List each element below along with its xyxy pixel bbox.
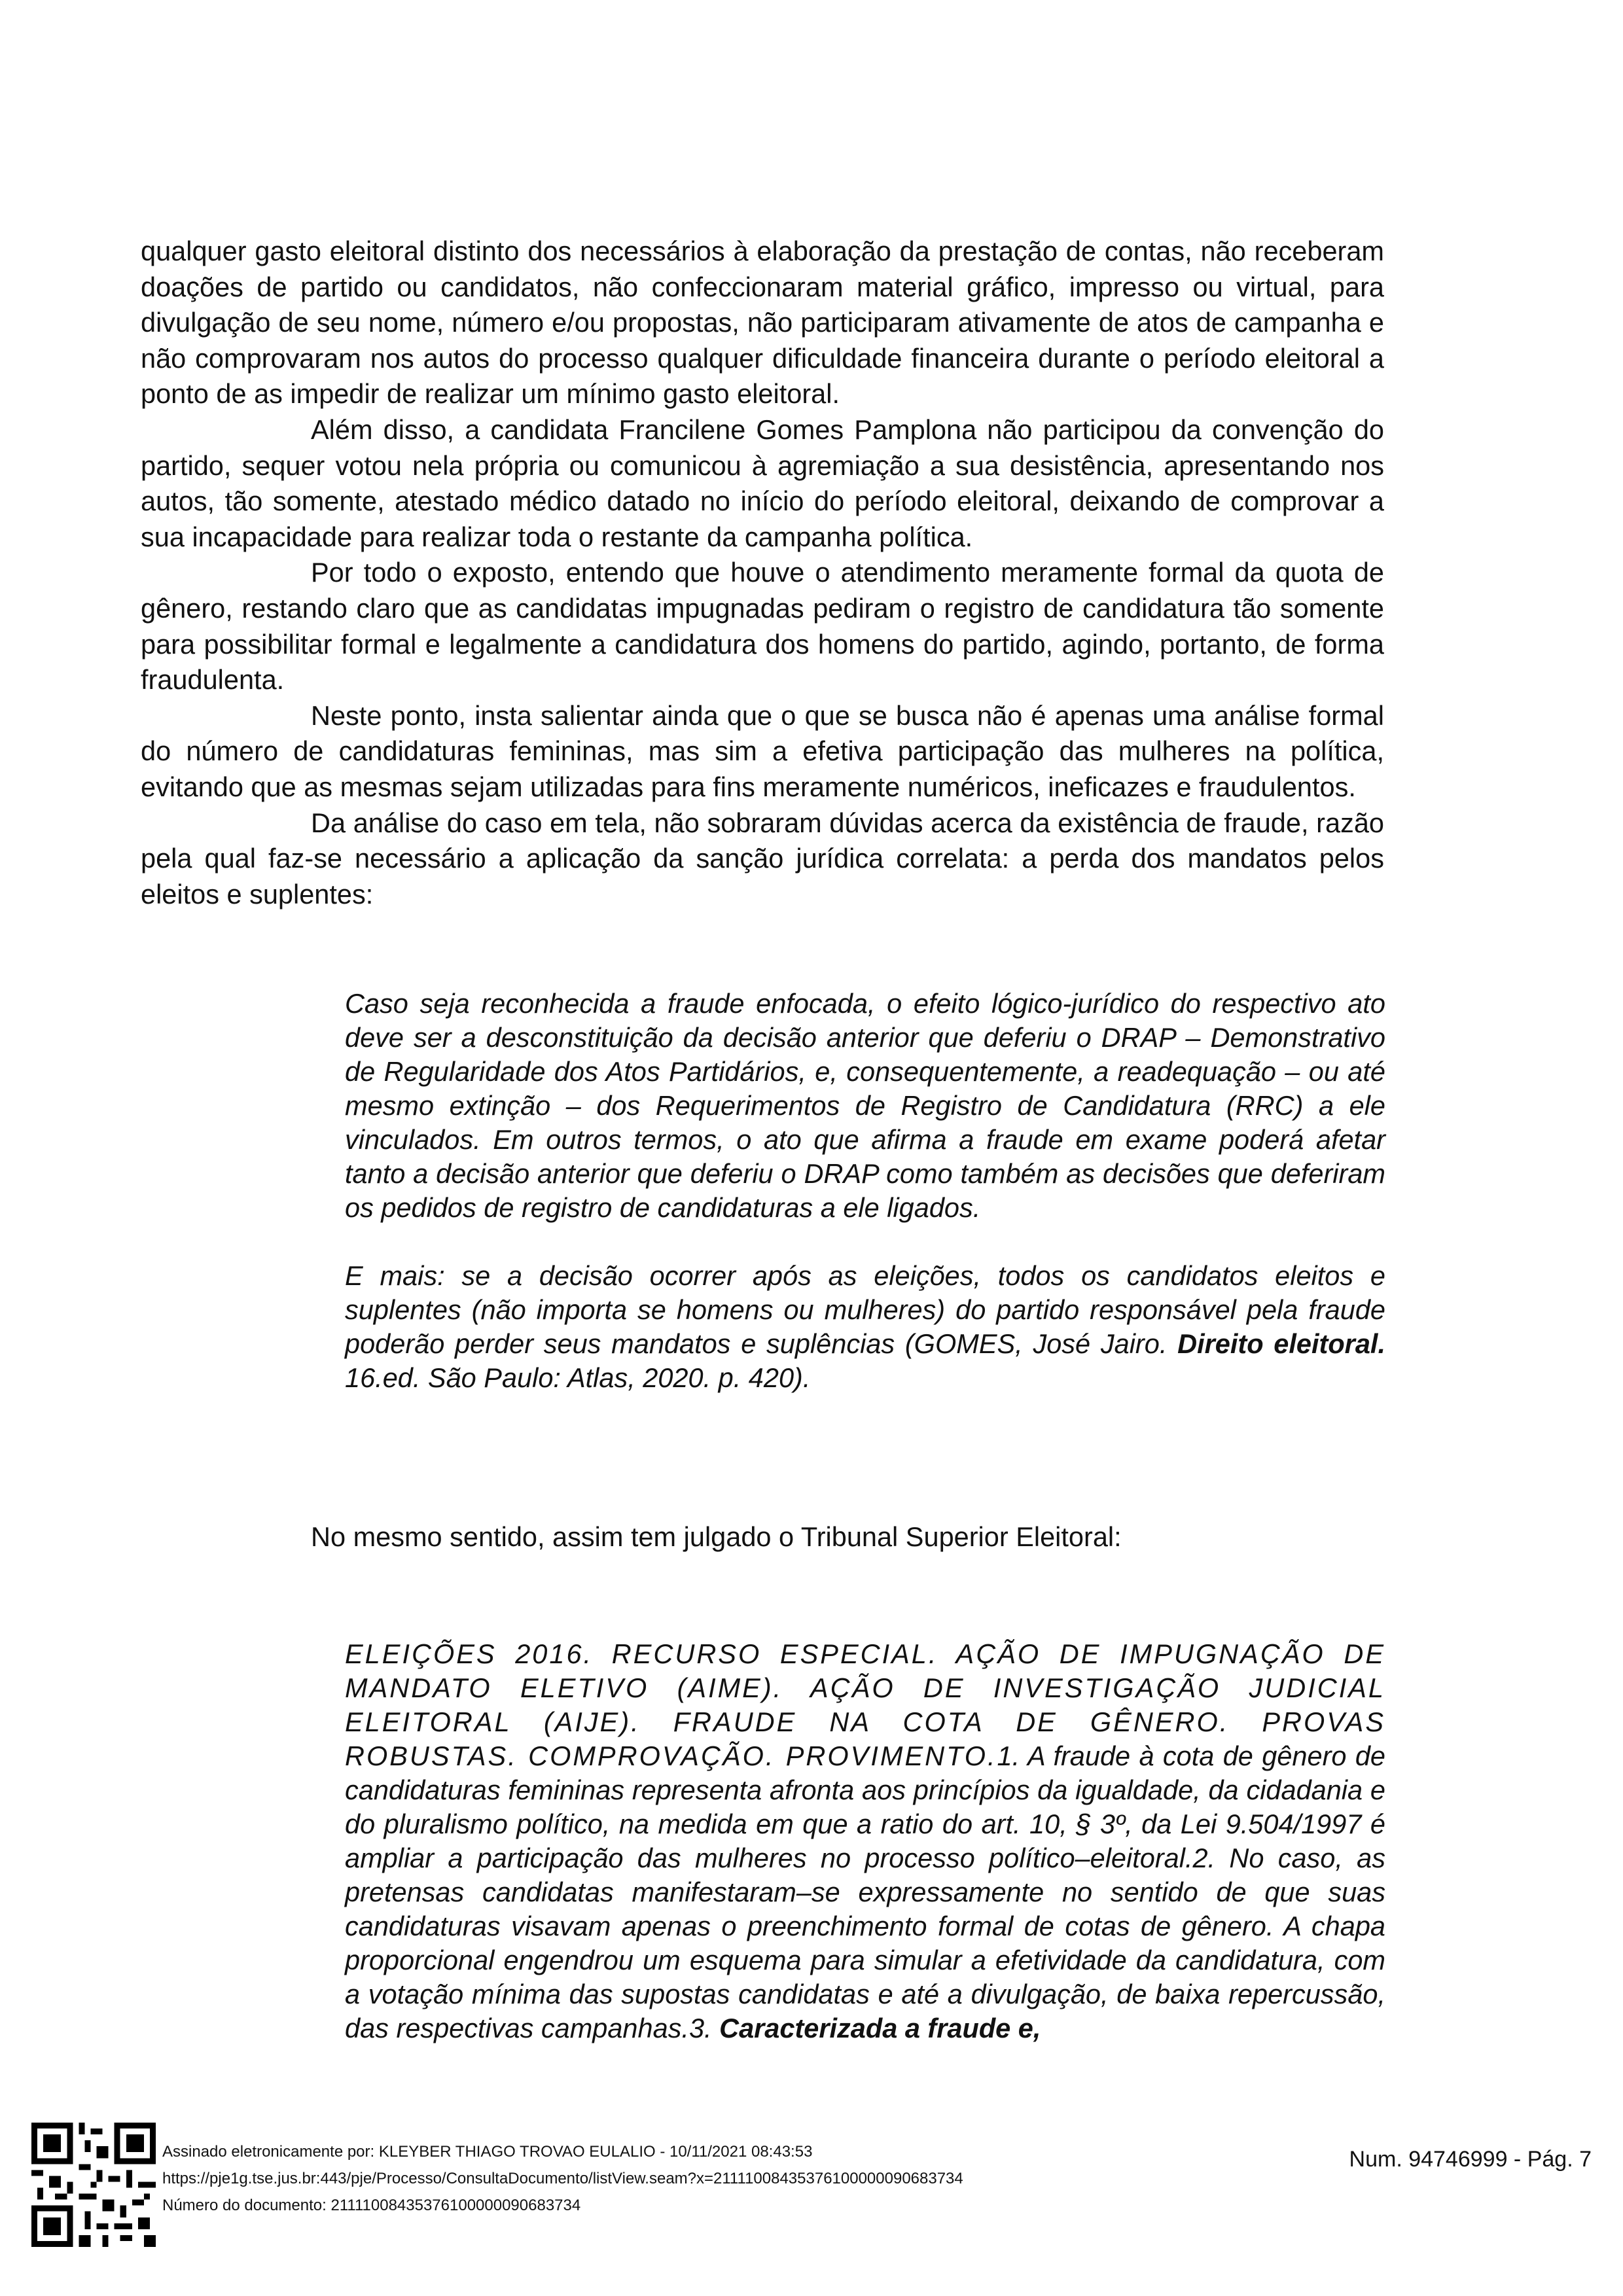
- footer-signed: Assinado eletronicamente por: KLEYBER THIAGO TROVAO EULALIO - 10/11/2021 08:43:53: [162, 2143, 813, 2161]
- jurisprudence-heading: ELEIÇÕES 2016. RECURSO ESPECIAL. AÇÃO DE IMPUGNAÇÃO DE MANDATO ELETIVO (AIME). AÇÃO DE INVESTIGAÇÃO JUDICIAL ELEITORAL (AIJE). FRAUDE NA COTA DE GÊNERO. PROVAS ROBUSTAS. COMPROVAÇÃO. PROVIMENTO.: [345, 1638, 1385, 1771]
- footer-url[interactable]: https://pje1g.tse.jus.br:443/pje/Processo/ConsultaDocumento/listView.seam?x=21111008435376100000090683734: [162, 2170, 963, 2187]
- qr-code-icon: [31, 2123, 156, 2247]
- footer-document-number: Número do documento: 21111008435376100000090683734: [162, 2197, 581, 2214]
- paragraph-4: Neste ponto, insta salientar ainda que o que se busca não é apenas uma análise formal do número de candidaturas femininas, mas sim a efetiva participação das mulheres na política, evitando que as mesmas sejam utilizadas para fins meramente numéricos, ineficazes e fraudulentos.: [141, 699, 1384, 802]
- quote-text: E mais: se a decisão ocorrer após as eleições, todos os candidatos eleitos e suplentes (não importa se homens ou mulheres) do partido responsável pela fraude poderão perder seus mandatos e suplências (GOMES, José Jairo.: [345, 1260, 1385, 1359]
- quote-paragraph-1: Caso seja reconhecida a fraude enfocada, o efeito lógico-jurídico do respectivo ato deve ser a desconstituição da decisão anterior que deferiu o DRAP – Demonstrativo de Regularidade dos Atos Partidários, e, consequentemente, a readequação – ou até mesmo extinção – dos Requerimentos de Registro de Candidatura (RRC) a ele vinculados. Em outros termos, o ato que afirma a fraude em exame poderá afetar tanto a decisão anterior que deferiu o DRAP como também as decisões que deferiram os pedidos de registro de candidaturas a ele ligados.: [345, 988, 1385, 1223]
- doctrine-quote: [345, 987, 1385, 1395]
- paragraph-5: Da análise do caso em tela, não sobraram dúvidas acerca da existência de fraude, razão pela qual faz-se necessário a aplicação da sanção jurídica correlata: a perda dos mandatos pelos eleitos e suplentes:: [141, 807, 1384, 910]
- jurisprudence-body: 1. A fraude à cota de gênero de candidaturas femininas representa afronta aos princípios da igualdade, da cidadania e do pluralismo político, na medida em que a ratio do art. 10, § 3º, da Lei 9.504/1997 é ampliar a participação das mulheres no processo político–eleitoral.2. No caso, as pretensas candidatas manifestaram–se expressamente no sentido de que suas candidaturas visavam apenas o preenchimento formal de cotas de gênero. A chapa proporcional engendrou um esquema para simular a efetividade da candidatura, com a votação mínima das supostas candidatas e até a divulgação, de baixa repercussão, das respectivas campanhas.3.: [345, 1740, 1385, 2043]
- quote-book-title: Direito eleitoral.: [1177, 1328, 1385, 1359]
- paragraph-3: Por todo o exposto, entendo que houve o atendimento meramente formal da quota de gênero, restando claro que as candidatas impugnadas pediram o registro de candidatura tão somente para possibilitar formal e legalmente a candidatura dos homens do partido, agindo, portanto, de forma fraudulenta.: [141, 557, 1384, 696]
- tse-intro: No mesmo sentido, assim tem julgado o Tribunal Superior Eleitoral:: [311, 1521, 1122, 1552]
- body-paragraphs: [141, 234, 1384, 912]
- quote-paragraph-2: [345, 1259, 1385, 1395]
- footer-page-number: Num. 94746999 - Pág. 7: [1349, 2147, 1592, 2172]
- paragraph-1: qualquer gasto eleitoral distinto dos necessários à elaboração da prestação de contas, não receberam doações de partido ou candidatos, não confeccionaram material gráfico, impresso ou virtual, para divulgação de seu nome, número e/ou propostas, não participaram ativamente de atos de campanha e não comprovaram nos autos do processo qualquer dificuldade financeira durante o período eleitoral a ponto de as impedir de realizar um mínimo gasto eleitoral.: [141, 236, 1384, 410]
- jurisprudence-bold: Caracterizada a fraude e,: [719, 2013, 1041, 2043]
- paragraph-2: Além disso, a candidata Francilene Gomes Pamplona não participou da convenção do partido, sequer votou nela própria ou comunicou à agremiação a sua desistência, apresentando nos autos, tão somente, atestado médico datado no início do período eleitoral, deixando de comprovar a sua incapacidade para realizar toda o restante da campanha política.: [141, 414, 1384, 552]
- jurisprudence-quote: [345, 1637, 1385, 2045]
- quote-citation: 16.ed. São Paulo: Atlas, 2020. p. 420).: [345, 1362, 811, 1393]
- jurisprudence-text: [345, 1637, 1385, 2045]
